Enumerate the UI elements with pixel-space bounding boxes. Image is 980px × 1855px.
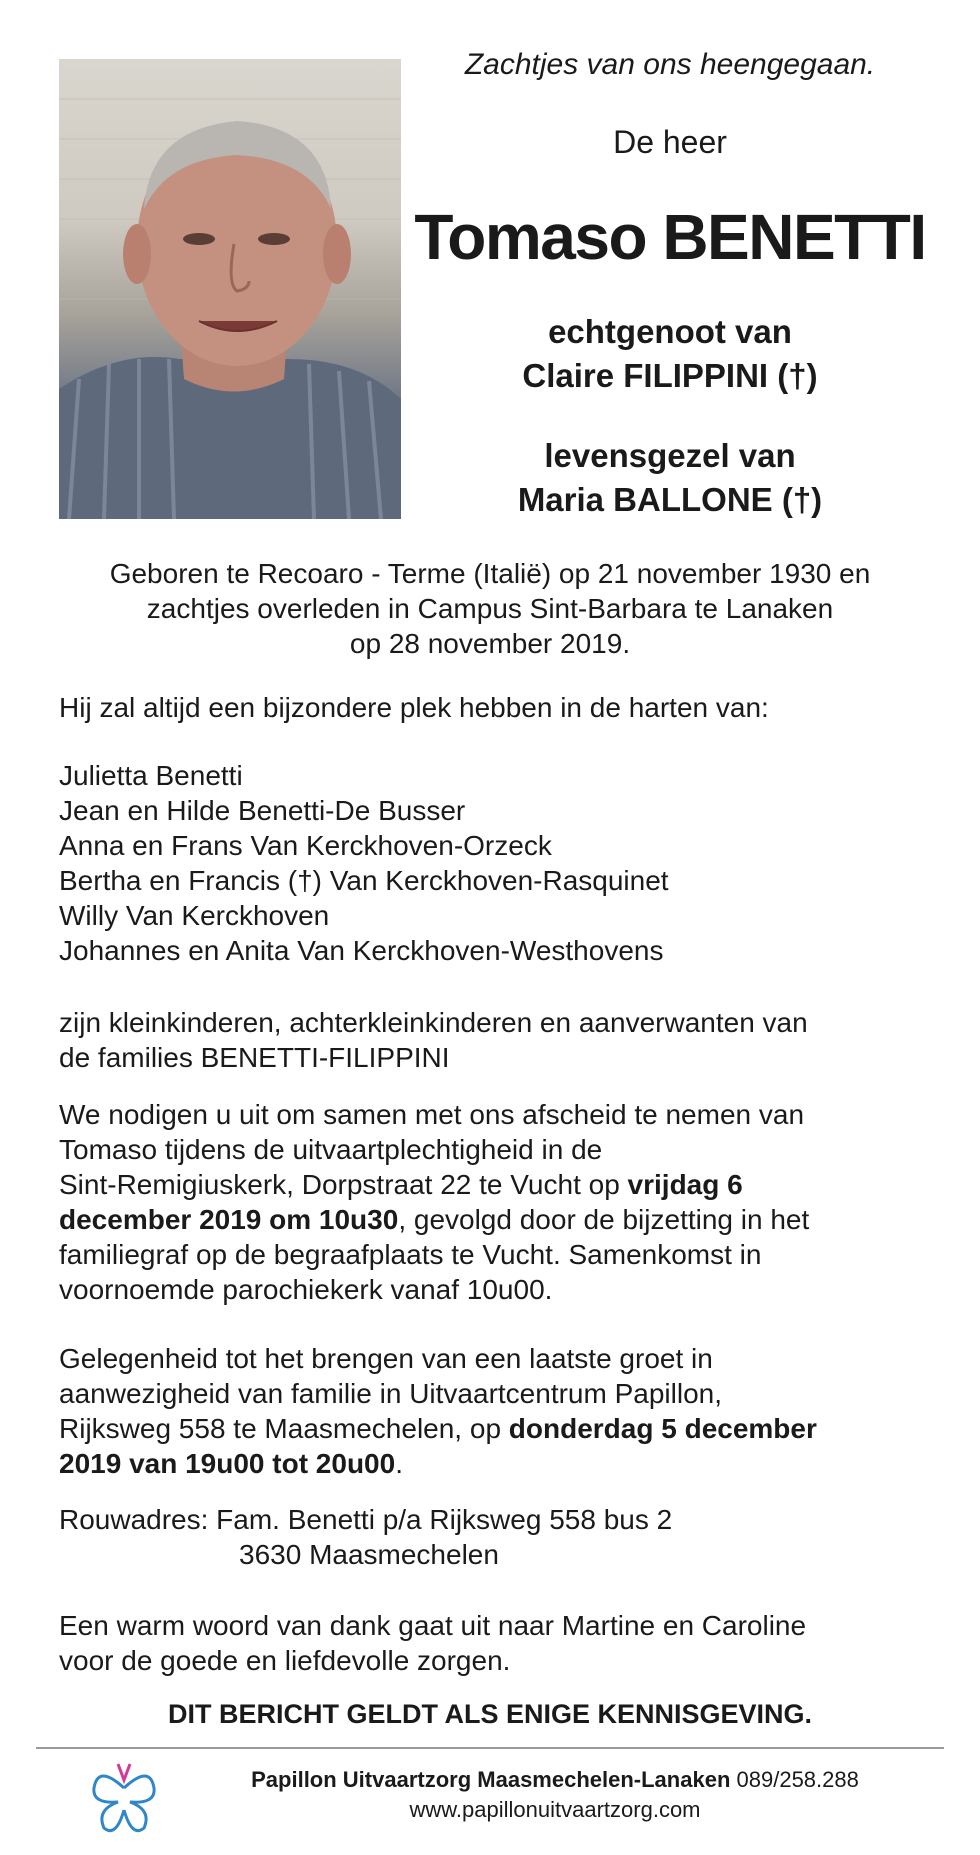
thanks-line-2: voor de goede en liefdevolle zorgen. bbox=[59, 1645, 511, 1676]
grandchildren-paragraph bbox=[59, 1005, 939, 1075]
partner-label: levensgezel van bbox=[544, 437, 796, 474]
mourners-intro: Hij zal altijd een bijzondere plek hebben in de harten van: bbox=[59, 692, 769, 723]
ceremony-date-part-2: december 2019 om 10u30 bbox=[59, 1204, 399, 1235]
spouse-name: Claire FILIPPINI (†) bbox=[522, 357, 818, 394]
list-item: Johannes en Anita Van Kerckhoven-Westhovens bbox=[59, 935, 664, 966]
ceremony-line-2: Tomaso tijdens de uitvaartplechtigheid in de bbox=[59, 1134, 603, 1165]
ceremony-line-5: familiegraf op de begraafplaats te Vucht. Samenkomst in bbox=[59, 1239, 762, 1270]
portrait-photo bbox=[59, 59, 401, 519]
butterfly-logo-icon bbox=[88, 1758, 160, 1838]
ceremony-line-6: voornoemde parochiekerk vanaf 10u00. bbox=[59, 1274, 553, 1305]
visitation-location: Rijksweg 558 te Maasmechelen, op bbox=[59, 1413, 509, 1444]
list-item: Julietta Benetti bbox=[59, 760, 243, 791]
visitation-line-3 bbox=[59, 1411, 939, 1446]
partner-name: Maria BALLONE (†) bbox=[517, 481, 823, 518]
thanks-line-1: Een warm woord van dank gaat uit naar Martine en Caroline bbox=[59, 1610, 807, 1641]
spouse-block bbox=[420, 310, 920, 398]
company-phone[interactable]: 089/258.288 bbox=[736, 1767, 859, 1792]
birth-death-info bbox=[40, 556, 940, 661]
ceremony-location: Sint-Remigiuskerk, Dorpstraat 22 te Vucht op bbox=[59, 1169, 628, 1200]
grandchildren-line-2: de families BENETTI-FILIPPINI bbox=[59, 1042, 450, 1073]
visitation-line-1: Gelegenheid tot het brengen van een laatste groet in bbox=[59, 1343, 713, 1374]
birth-line-3: op 28 november 2019. bbox=[349, 628, 631, 659]
visitation-date-part-2: 2019 van 19u00 tot 20u00 bbox=[59, 1448, 396, 1479]
visitation-paragraph bbox=[59, 1341, 939, 1481]
family-list bbox=[59, 758, 939, 968]
list-item: Bertha en Francis (†) Van Kerckhoven-Rasquinet bbox=[59, 865, 669, 896]
list-item: Anna en Frans Van Kerckhoven-Orzeck bbox=[59, 830, 552, 861]
ceremony-line-4 bbox=[59, 1202, 939, 1237]
visitation-period: . bbox=[395, 1448, 403, 1479]
grandchildren-line-1: zijn kleinkinderen, achterkleinkinderen en aanverwanten van bbox=[59, 1007, 808, 1038]
ceremony-paragraph bbox=[59, 1097, 939, 1307]
thanks-paragraph bbox=[59, 1608, 939, 1678]
list-item: Jean en Hilde Benetti-De Busser bbox=[59, 795, 466, 826]
deceased-name: Tomaso BENETTI bbox=[414, 201, 926, 273]
birth-line-2: zachtjes overleden in Campus Sint-Barbara te Lanaken bbox=[146, 593, 834, 624]
visitation-line-2: aanwezigheid van familie in Uitvaartcentrum Papillon, bbox=[59, 1378, 723, 1409]
spouse-label: echtgenoot van bbox=[548, 313, 792, 350]
visitation-date-part-1: donderdag 5 december bbox=[508, 1413, 817, 1444]
birth-line-1: Geboren te Recoaro - Terme (Italië) op 21 november 1930 en bbox=[109, 558, 871, 589]
tagline: Zachtjes van ons heengegaan. bbox=[464, 48, 876, 81]
sole-notice: DIT BERICHT GELDT ALS ENIGE KENNISGEVING. bbox=[167, 1699, 813, 1729]
ceremony-burial-text: , gevolgd door de bijzetting in het bbox=[398, 1204, 810, 1235]
address-line-1: Rouwadres: Fam. Benetti p/a Rijksweg 558 bus 2 bbox=[59, 1504, 673, 1535]
ceremony-line-1: We nodigen u uit om samen met ons afscheid te nemen van bbox=[59, 1099, 805, 1130]
company-website[interactable]: www.papillonuitvaartzorg.com bbox=[409, 1797, 701, 1822]
company-name: Papillon Uitvaartzorg Maasmechelen-Lanaken bbox=[251, 1767, 731, 1792]
visitation-line-4 bbox=[59, 1446, 939, 1481]
ceremony-date-part-1: vrijdag 6 bbox=[627, 1169, 743, 1200]
partner-block bbox=[420, 434, 920, 522]
ceremony-line-3 bbox=[59, 1167, 939, 1202]
address-line-2: 3630 Maasmechelen bbox=[239, 1539, 499, 1570]
footer-company-line bbox=[165, 1765, 945, 1795]
footer-divider bbox=[36, 1747, 944, 1749]
mourning-address bbox=[59, 1502, 939, 1572]
salutation: De heer bbox=[613, 124, 727, 160]
list-item: Willy Van Kerckhoven bbox=[59, 900, 330, 931]
